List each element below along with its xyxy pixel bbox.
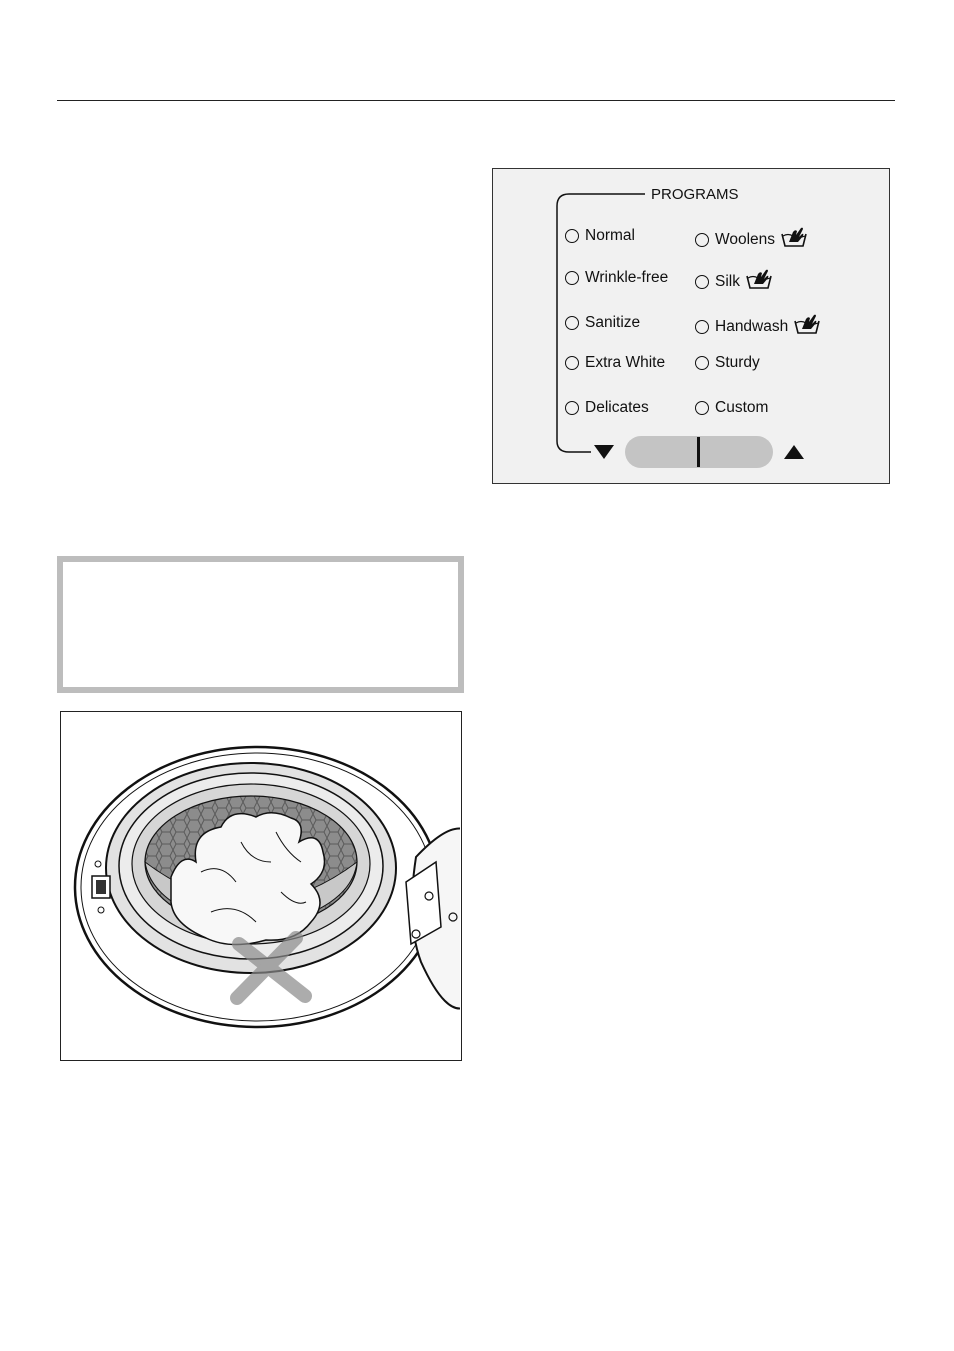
radio-indicator: [565, 401, 579, 415]
program-sanitize[interactable]: [565, 314, 640, 332]
washer-drum-drawing: [61, 712, 460, 1059]
radio-indicator: [695, 401, 709, 415]
program-custom[interactable]: [695, 399, 768, 417]
radio-indicator: [695, 233, 709, 247]
program-normal[interactable]: [565, 227, 635, 245]
program-sturdy[interactable]: [695, 354, 760, 372]
notice-box: [57, 556, 464, 693]
radio-indicator: [565, 229, 579, 243]
program-silk[interactable]: [695, 269, 773, 294]
radio-indicator: [565, 271, 579, 285]
radio-indicator: [695, 356, 709, 370]
triangle-up-icon[interactable]: [783, 444, 805, 460]
radio-indicator: [565, 316, 579, 330]
program-label: Silk: [715, 272, 740, 290]
program-label: Delicates: [585, 399, 649, 416]
slider-center-mark: [697, 437, 700, 467]
radio-indicator: [695, 320, 709, 334]
drum-illustration: [60, 711, 462, 1061]
program-label: Handwash: [715, 317, 789, 335]
program-woolens[interactable]: [695, 227, 808, 252]
programs-panel: [492, 168, 890, 484]
header-rule: [57, 100, 895, 101]
program-label: Wrinkle-free: [585, 269, 669, 286]
handwash-icon: [793, 314, 821, 339]
handwash-icon: [745, 269, 773, 294]
programs-title: PROGRAMS: [651, 186, 739, 203]
program-label: Custom: [715, 399, 769, 416]
triangle-down-icon[interactable]: [593, 444, 615, 460]
program-selector-slider[interactable]: [625, 436, 773, 468]
program-label: Woolens: [715, 230, 776, 248]
program-label: Sturdy: [715, 354, 760, 371]
program-extra-white[interactable]: [565, 354, 665, 372]
program-wrinkle-free[interactable]: [565, 269, 668, 287]
program-label: Sanitize: [585, 314, 641, 331]
handwash-icon: [780, 227, 808, 252]
radio-indicator: [565, 356, 579, 370]
program-label: Extra White: [585, 354, 666, 371]
program-handwash[interactable]: [695, 314, 821, 339]
program-label: Normal: [585, 227, 635, 244]
radio-indicator: [695, 275, 709, 289]
program-delicates[interactable]: [565, 399, 649, 417]
